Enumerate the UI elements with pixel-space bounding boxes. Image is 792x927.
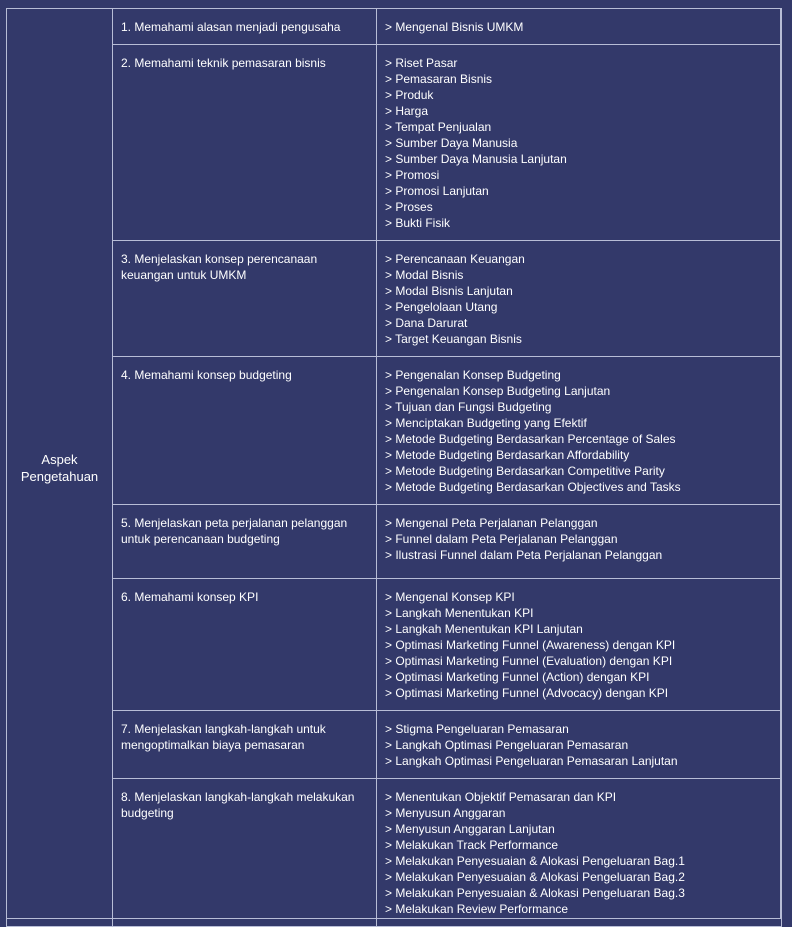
learning-goal-cell xyxy=(113,779,377,927)
topic-item: > Metode Budgeting Berdasarkan Percentage of Sales xyxy=(385,432,676,446)
learning-goal-text: 5. Menjelaskan peta perjalanan pelanggan untuk perencanaan budgeting xyxy=(121,516,348,546)
topic-list-cell xyxy=(377,779,782,927)
topic-item: > Pemasaran Bisnis xyxy=(385,72,493,86)
learning-goal-cell xyxy=(113,505,377,579)
table-row xyxy=(7,711,782,779)
topic-item: > Menentukan Objektif Pemasaran dan KPI xyxy=(385,790,617,804)
topic-list-cell xyxy=(377,9,782,45)
topic-item: > Mengenal Bisnis UMKM xyxy=(385,20,524,34)
topic-item: > Mengenal Konsep KPI xyxy=(385,590,515,604)
topic-item: > Stigma Pengeluaran Pemasaran xyxy=(385,722,569,736)
curriculum-table xyxy=(6,8,782,927)
topic-item: > Melakukan Review Performance xyxy=(385,902,569,916)
topic-item: > Metode Budgeting Berdasarkan Affordability xyxy=(385,448,630,462)
topic-item: > Harga xyxy=(385,104,429,118)
learning-goal-text: 4. Memahami konsep budgeting xyxy=(121,368,292,382)
aspect-label: Aspek Pengetahuan xyxy=(20,451,99,484)
topic-list-cell xyxy=(377,579,782,711)
topic-item: > Metode Budgeting Berdasarkan Competitive Parity xyxy=(385,464,665,478)
curriculum-table-body xyxy=(7,9,782,927)
topic-item: > Menciptakan Budgeting yang Efektif xyxy=(385,416,587,430)
learning-goal-cell xyxy=(113,579,377,711)
topic-item: > Sumber Daya Manusia xyxy=(385,136,518,150)
topic-item: > Riset Pasar xyxy=(385,56,458,70)
topic-item: > Tempat Penjualan xyxy=(385,120,492,134)
learning-goal-cell xyxy=(113,357,377,505)
table-row xyxy=(7,505,782,579)
learning-goal-cell xyxy=(113,241,377,357)
topic-item: > Optimasi Marketing Funnel (Awareness) dengan KPI xyxy=(385,638,676,652)
topic-list-cell xyxy=(377,711,782,779)
topic-item: > Modal Bisnis Lanjutan xyxy=(385,284,513,298)
topic-item: > Melakukan Penyesuaian & Alokasi Pengeluaran Bag.2 xyxy=(385,870,685,884)
table-row xyxy=(7,9,782,45)
topic-item: > Sumber Daya Manusia Lanjutan xyxy=(385,152,567,166)
topic-item: > Melakukan Track Performance xyxy=(385,838,559,852)
learning-goal-text: 6. Memahami konsep KPI xyxy=(121,590,259,604)
topic-item: > Metode Budgeting Berdasarkan Objectives and Tasks xyxy=(385,480,681,494)
topic-item: > Funnel dalam Peta Perjalanan Pelanggan xyxy=(385,532,618,546)
topic-item: > Langkah Menentukan KPI xyxy=(385,606,534,620)
topic-item: > Perencanaan Keuangan xyxy=(385,252,525,266)
topic-item: > Ilustrasi Funnel dalam Peta Perjalanan Pelanggan xyxy=(385,548,663,562)
topic-item: > Langkah Optimasi Pengeluaran Pemasaran xyxy=(385,738,629,752)
table-row xyxy=(7,579,782,711)
table-row xyxy=(7,45,782,241)
topic-item: > Produk xyxy=(385,88,434,102)
topic-list-cell xyxy=(377,505,782,579)
topic-list-cell xyxy=(377,357,782,505)
learning-goal-text: 1. Memahami alasan menjadi pengusaha xyxy=(121,20,341,34)
aspect-label-cell xyxy=(7,9,113,927)
topic-item: > Promosi xyxy=(385,168,440,182)
topic-item: > Target Keuangan Bisnis xyxy=(385,332,522,346)
topic-item: > Langkah Optimasi Pengeluaran Pemasaran Lanjutan xyxy=(385,754,678,768)
topic-item: > Pengelolaan Utang xyxy=(385,300,498,314)
table-row xyxy=(7,241,782,357)
topic-item: > Mengenal Peta Perjalanan Pelanggan xyxy=(385,516,598,530)
topic-item: > Bukti Fisik xyxy=(385,216,451,230)
topic-item: > Langkah Menentukan KPI Lanjutan xyxy=(385,622,583,636)
table-row xyxy=(7,779,782,927)
topic-item: > Pengenalan Konsep Budgeting Lanjutan xyxy=(385,384,611,398)
topic-item: > Modal Bisnis xyxy=(385,268,464,282)
topic-item: > Melakukan Penyesuaian & Alokasi Pengeluaran Bag.3 xyxy=(385,886,685,900)
learning-goal-cell xyxy=(113,45,377,241)
topic-item: > Melakukan Penyesuaian & Alokasi Pengeluaran Bag.1 xyxy=(385,854,685,868)
table-row xyxy=(7,357,782,505)
topic-item: > Menyusun Anggaran Lanjutan xyxy=(385,822,555,836)
topic-item: > Proses xyxy=(385,200,433,214)
topic-item: > Pengenalan Konsep Budgeting xyxy=(385,368,561,382)
topic-item: > Optimasi Marketing Funnel (Action) dengan KPI xyxy=(385,670,650,684)
topic-item: > Optimasi Marketing Funnel (Evaluation) dengan KPI xyxy=(385,654,673,668)
topic-item: > Promosi Lanjutan xyxy=(385,184,489,198)
learning-goal-cell xyxy=(113,711,377,779)
topic-item: > Tujuan dan Fungsi Budgeting xyxy=(385,400,552,414)
learning-goal-text: 3. Menjelaskan konsep perencanaan keuangan untuk UMKM xyxy=(121,252,318,282)
topic-item: > Menyusun Anggaran xyxy=(385,806,506,820)
learning-goal-text: 2. Memahami teknik pemasaran bisnis xyxy=(121,56,326,70)
topic-item: > Dana Darurat xyxy=(385,316,468,330)
learning-goal-text: 7. Menjelaskan langkah-langkah untuk mengoptimalkan biaya pemasaran xyxy=(121,722,326,752)
topic-item: > Optimasi Marketing Funnel (Advocacy) dengan KPI xyxy=(385,686,669,700)
topic-list-cell xyxy=(377,45,782,241)
learning-goal-cell xyxy=(113,9,377,45)
topic-list-cell xyxy=(377,241,782,357)
learning-goal-text: 8. Menjelaskan langkah-langkah melakukan budgeting xyxy=(121,790,355,820)
